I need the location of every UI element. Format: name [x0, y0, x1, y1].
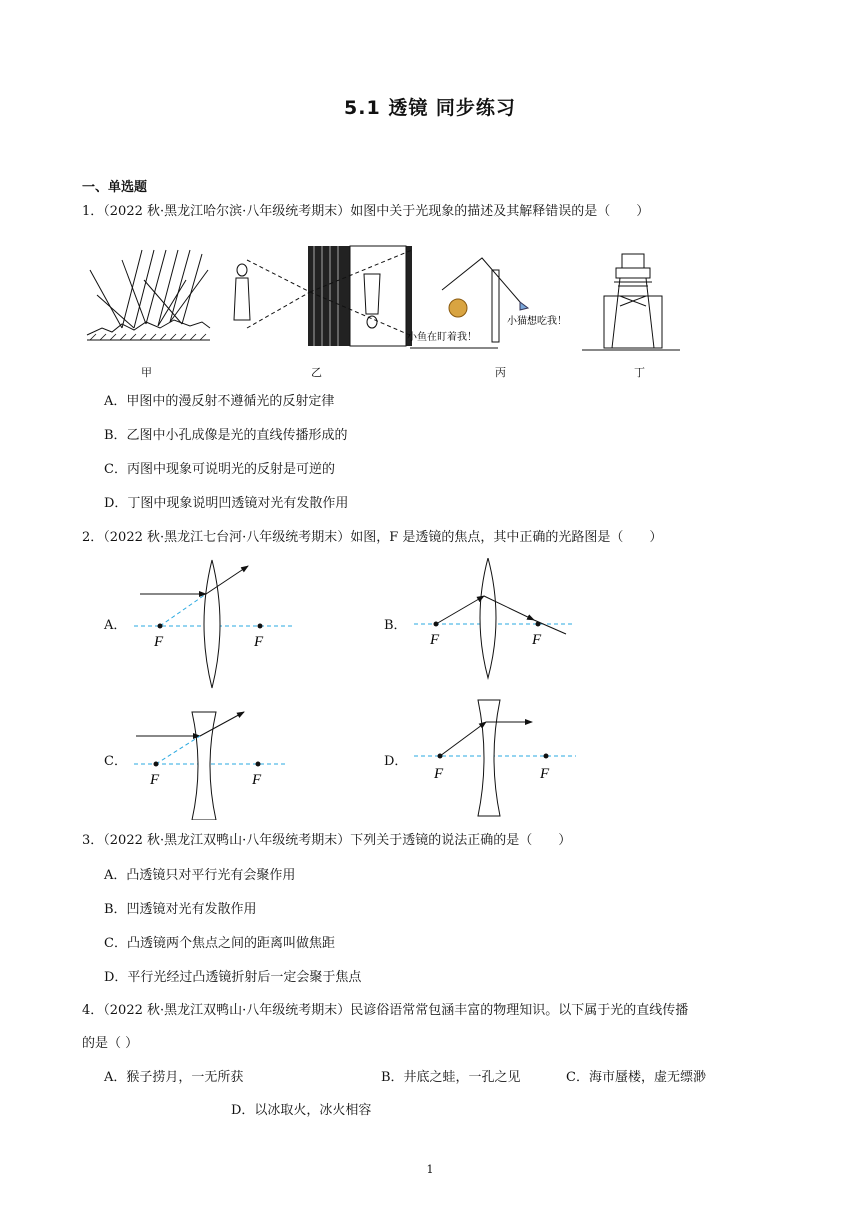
figure-caption-ding: 丁 [634, 366, 645, 379]
q2-option-d-label[interactable]: D． [384, 754, 408, 769]
question-4-stem-line2: 的是（ ） [82, 1036, 139, 1051]
q1-option-b[interactable]: B．乙图中小孔成像是光的直线传播形成的 [104, 428, 348, 443]
diagram-d-concave-lens [414, 700, 576, 816]
q2-option-a-label[interactable]: A． [104, 618, 127, 633]
question-2-stem: 2．（2022 秋·黑龙江七台河·八年级统考期末）如图，F 是透镜的焦点，其中正确的光路图是（ ） [82, 530, 663, 545]
focus-label-a2: F [254, 634, 264, 650]
question-1-stem: 1．（2022 秋·黑龙江哈尔滨·八年级统考期末）如图中关于光现象的描述及其解释错误的是（ ） [82, 204, 650, 219]
question-4-stem-line1: 4．（2022 秋·黑龙江双鸭山·八年级统考期末）民谚俗语常常包涵丰富的物理知识。以下属于光的直线传播 [82, 1003, 689, 1018]
q3-option-d[interactable]: D．平行光经过凸透镜折射后一定会聚于焦点 [104, 970, 362, 985]
page-number: 1 [426, 1163, 434, 1176]
focus-label-d1: F [434, 766, 444, 782]
figure-caption-bing: 丙 [495, 366, 506, 379]
q3-option-c[interactable]: C．凸透镜两个焦点之间的距离叫做焦距 [104, 936, 335, 951]
q3-option-a[interactable]: A．凸透镜只对平行光有会聚作用 [104, 868, 296, 883]
q4-option-b[interactable]: B．井底之蛙，一孔之见 [381, 1070, 521, 1085]
question-2-lens-diagrams [120, 558, 600, 820]
q2-option-b-label[interactable]: B． [384, 618, 407, 633]
figure-pinhole-camera [234, 246, 412, 346]
diagram-c-concave-lens [134, 712, 288, 820]
q4-option-d[interactable]: D．以冰取火，冰火相容 [231, 1103, 372, 1118]
q1-option-a[interactable]: A．甲图中的漫反射不遵循光的反射定律 [104, 394, 335, 409]
q2-option-c-label[interactable]: C． [104, 754, 127, 769]
diagram-a-convex-lens [134, 560, 292, 688]
figure-caption-yi: 乙 [311, 366, 322, 379]
focus-label-c2: F [252, 772, 262, 788]
section-heading: 一、单选题 [82, 180, 148, 195]
q1-option-c[interactable]: C．丙图中现象可说明光的反射是可逆的 [104, 462, 335, 477]
focus-label-d2: F [540, 766, 550, 782]
q4-option-c[interactable]: C．海市蜃楼，虚无缥渺 [566, 1070, 706, 1085]
figure-text-fish: 小鱼在盯着我！ [407, 332, 477, 343]
q1-option-d[interactable]: D．丁图中现象说明凹透镜对光有发散作用 [104, 496, 349, 511]
figure-diffuse-reflection [87, 250, 210, 340]
focus-label-b1: F [430, 632, 440, 648]
focus-label-b2: F [532, 632, 542, 648]
figure-caption-jia: 甲 [141, 366, 152, 379]
focus-label-a1: F [154, 634, 164, 650]
page-title: 5.1 透镜 同步练习 [344, 97, 516, 119]
q4-option-a[interactable]: A．猴子捞月，一无所获 [104, 1070, 244, 1085]
figure-text-cat: 小猫想吃我！ [507, 316, 567, 327]
focus-label-c1: F [150, 772, 160, 788]
question-1-figures [82, 240, 702, 360]
q3-option-b[interactable]: B．凹透镜对光有发散作用 [104, 902, 257, 917]
question-3-stem: 3．（2022 秋·黑龙江双鸭山·八年级统考期末）下列关于透镜的说法正确的是（ ） [82, 833, 572, 848]
figure-lens-apparatus [582, 254, 680, 350]
diagram-b-convex-lens [414, 558, 572, 678]
